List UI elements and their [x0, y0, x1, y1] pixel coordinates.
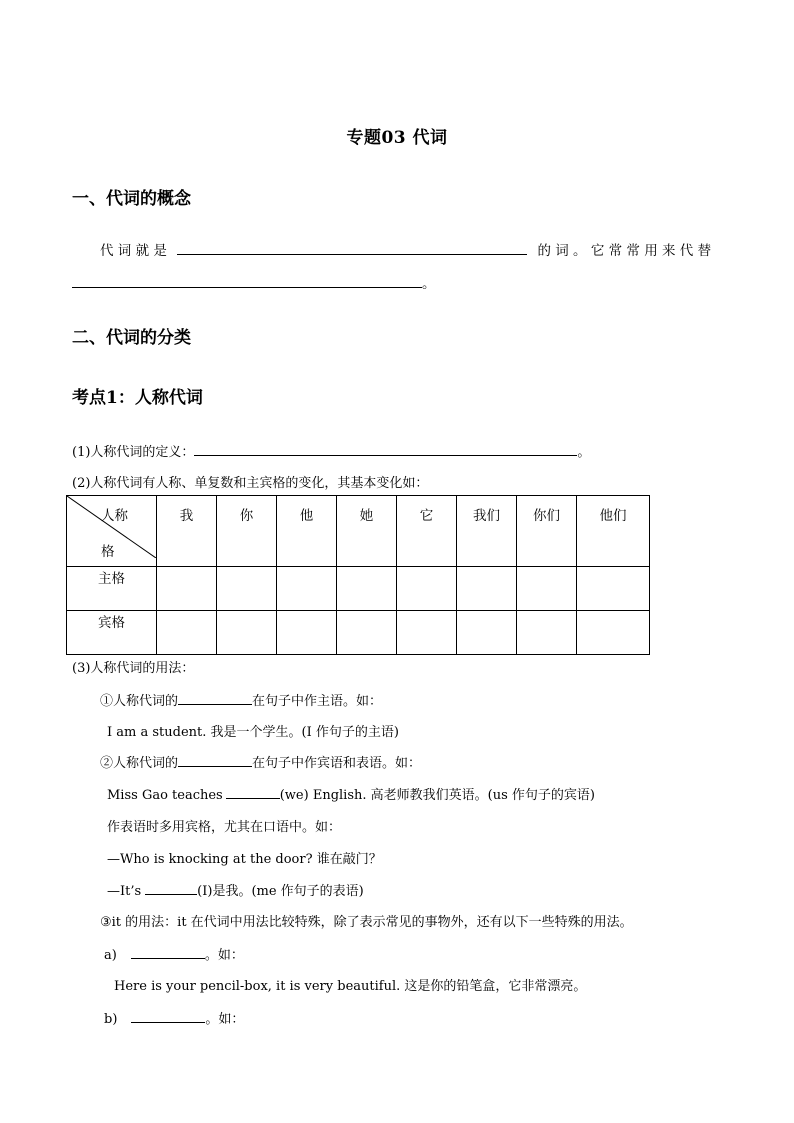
table-intro: (2)人称代词有人称、单复数和主宾格的变化，其基本变化如：: [72, 476, 429, 491]
usage-heading: (3)人称代词的用法：: [72, 661, 195, 676]
table-cell[interactable]: [577, 611, 650, 655]
table-cell[interactable]: [277, 567, 337, 611]
example-5-prefix: —It’s: [107, 884, 142, 899]
row-label: 主格: [67, 567, 157, 611]
column-header: 你们: [517, 496, 577, 567]
concept-line-2-end: 。: [422, 276, 436, 292]
definition-blank[interactable]: [194, 441, 577, 456]
row-label: 宾格: [67, 611, 157, 655]
usage-item-1: [100, 690, 382, 709]
kaodian-heading: 考点1：人称代词: [72, 388, 203, 408]
concept-blank-1[interactable]: [177, 240, 527, 255]
pronoun-table: [66, 495, 650, 655]
table-cell[interactable]: [337, 611, 397, 655]
column-header: 他们: [577, 496, 650, 567]
item-b-suffix: 。如：: [205, 1012, 245, 1027]
example-1: I am a student. 我是一个学生。(I 作句子的主语): [107, 725, 399, 740]
usage-item-3: ③it 的用法：it 在代词中用法比较特殊，除了表示常见的事物外，还有以下一些特殊的用法。: [100, 915, 633, 930]
section-heading-classification: 二、代词的分类: [72, 328, 191, 348]
corner-cell: [67, 496, 157, 567]
column-header: 我: [157, 496, 217, 567]
item-a-label: a): [104, 948, 117, 963]
table-cell[interactable]: [517, 567, 577, 611]
table-cell[interactable]: [517, 611, 577, 655]
example-2: [107, 784, 595, 803]
item-a-blank[interactable]: [131, 944, 205, 959]
usage-item-1-prefix: ①人称代词的: [100, 694, 179, 709]
concept-text-start: 代 词 就 是: [100, 243, 167, 259]
example-4: —Who is knocking at the door? 谁在敲门？: [107, 852, 382, 867]
column-header: 她: [337, 496, 397, 567]
example-2-suffix: (we) English. 高老师教我们英语。(us 作句子的宾语): [279, 788, 595, 803]
section-heading-concept: 一、代词的概念: [72, 189, 191, 209]
example-3: 作表语时多用宾格，尤其在口语中。如：: [107, 820, 342, 835]
item-a-suffix: 。如：: [204, 948, 244, 963]
table-cell[interactable]: [157, 567, 217, 611]
concept-blank-2[interactable]: [72, 273, 422, 288]
example-5: [107, 880, 364, 899]
example-5-blank[interactable]: [145, 880, 197, 895]
usage-blank-1[interactable]: [178, 690, 252, 705]
corner-label-bottom: 格: [101, 544, 115, 560]
column-header: 他: [277, 496, 337, 567]
table-cell[interactable]: [457, 611, 517, 655]
item-a: [104, 944, 244, 963]
concept-text-end: 的 词 。 它 常 常 用 来 代 替: [537, 243, 712, 259]
corner-label-top: 人称: [101, 508, 128, 524]
table-cell[interactable]: [457, 567, 517, 611]
table-row: [67, 611, 650, 655]
item-b-blank[interactable]: [131, 1008, 205, 1023]
concept-line-2: [72, 272, 436, 292]
table-cell[interactable]: [277, 611, 337, 655]
example-2-blank[interactable]: [226, 784, 280, 799]
table-cell[interactable]: [217, 567, 277, 611]
table-header-row: [67, 496, 650, 567]
column-header: 你: [217, 496, 277, 567]
table-cell[interactable]: [217, 611, 277, 655]
column-header: 它: [397, 496, 457, 567]
item-b-label: b): [104, 1012, 118, 1027]
column-header: 我们: [457, 496, 517, 567]
usage-item-2: [100, 752, 421, 771]
usage-item-2-suffix: 在句子中作宾语和表语。如：: [252, 756, 422, 771]
table-cell[interactable]: [157, 611, 217, 655]
example-2-prefix: Miss Gao teaches: [107, 788, 223, 803]
definition-line: [72, 441, 590, 460]
table-cell[interactable]: [397, 611, 457, 655]
usage-item-2-prefix: ②人称代词的: [100, 756, 179, 771]
table-row: [67, 567, 650, 611]
usage-item-1-suffix: 在句子中作主语。如：: [252, 694, 383, 709]
example-6: Here is your pencil-box, it is very beautiful. 这是你的铅笔盒，它非常漂亮。: [114, 979, 587, 994]
item-b: [104, 1008, 244, 1027]
concept-line-1: [100, 239, 722, 259]
table-cell[interactable]: [397, 567, 457, 611]
example-5-suffix: (I)是我。(me 作句子的表语): [197, 884, 364, 899]
table-cell[interactable]: [577, 567, 650, 611]
page-title: 专题03 代词: [346, 128, 448, 148]
definition-suffix: 。: [577, 445, 591, 460]
usage-blank-2[interactable]: [178, 752, 252, 767]
definition-prefix: (1)人称代词的定义：: [72, 445, 195, 460]
table-cell[interactable]: [337, 567, 397, 611]
